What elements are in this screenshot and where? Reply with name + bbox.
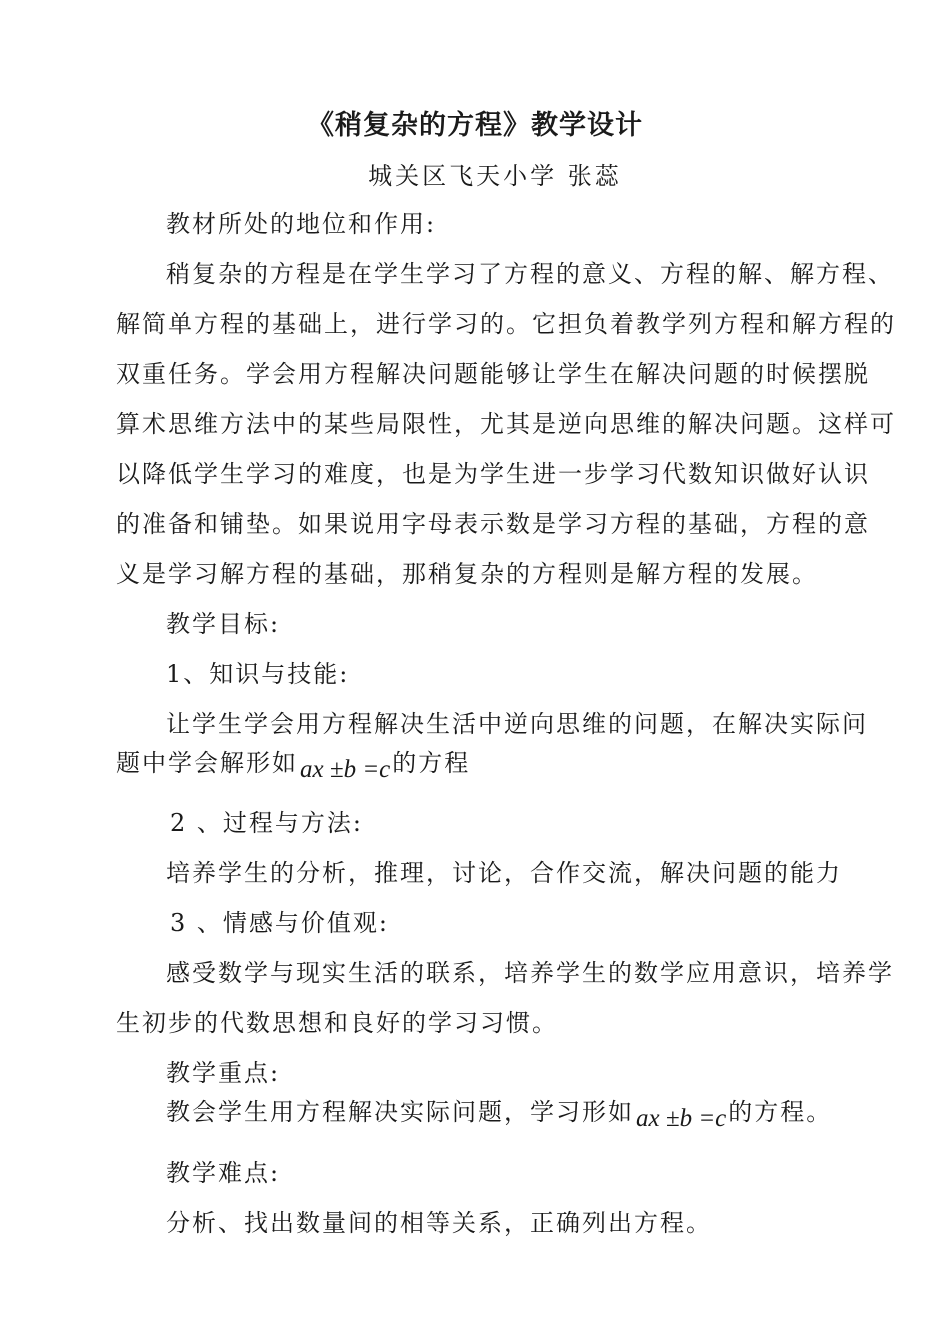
section-heading-difficulty: 教学难点:: [166, 1159, 281, 1187]
paragraph-line: 生初步的代数思想和良好的学习习惯。: [116, 1009, 558, 1037]
paragraph-line: 稍复杂的方程是在学生学习了方程的意义、方程的解、解方程、: [166, 260, 894, 288]
goal-heading-knowledge: 1、知识与技能:: [166, 660, 350, 688]
goal-heading-emotion: 3 、情感与价值观:: [170, 909, 389, 937]
formula: ax ±b =c: [636, 1105, 727, 1132]
text-segment: 题中学会解形如: [116, 749, 298, 777]
goal-heading-process: 2 、过程与方法:: [170, 809, 363, 837]
text-segment: 的方程: [392, 749, 471, 777]
paragraph-line: 双重任务。学会用方程解决问题能够让学生在解决问题的时候摆脱: [116, 360, 870, 388]
paragraph-line: 义是学习解方程的基础，那稍复杂的方程则是解方程的发展。: [116, 560, 818, 588]
paragraph-line: 的准备和铺垫。如果说用字母表示数是学习方程的基础，方程的意: [116, 510, 870, 538]
paragraph-line: 解简单方程的基础上，进行学习的。它担负着教学列方程和解方程的: [116, 310, 896, 338]
paragraph-line-formula: [116, 747, 860, 783]
page-title: 《稍复杂的方程》教学设计: [307, 110, 643, 141]
section-heading-goals: 教学目标:: [166, 610, 281, 638]
text-segment: 教会学生用方程解决实际问题，学习形如: [166, 1098, 634, 1126]
paragraph-line-formula: [166, 1096, 860, 1132]
paragraph-line: 培养学生的分析，推理，讨论，合作交流，解决问题的能力: [166, 859, 842, 887]
paragraph-line: 算术思维方法中的某些局限性，尤其是逆向思维的解决问题。这样可: [116, 410, 896, 438]
text-segment: 的方程。: [728, 1098, 833, 1126]
author-line: 城关区飞天小学 张蕊: [368, 162, 622, 190]
section-heading-key-point: 教学重点:: [166, 1059, 281, 1087]
formula: ax ±b =c: [300, 756, 391, 783]
section-heading-position: 教材所处的地位和作用:: [166, 210, 437, 238]
paragraph-line: 让学生学会用方程解决生活中逆向思维的问题，在解决实际问: [166, 710, 868, 738]
paragraph-line: 分析、找出数量间的相等关系，正确列出方程。: [166, 1209, 712, 1237]
paragraph-line: 以降低学生学习的难度，也是为学生进一步学习代数知识做好认识: [116, 460, 870, 488]
paragraph-line: 感受数学与现实生活的联系，培养学生的数学应用意识，培养学: [166, 959, 894, 987]
